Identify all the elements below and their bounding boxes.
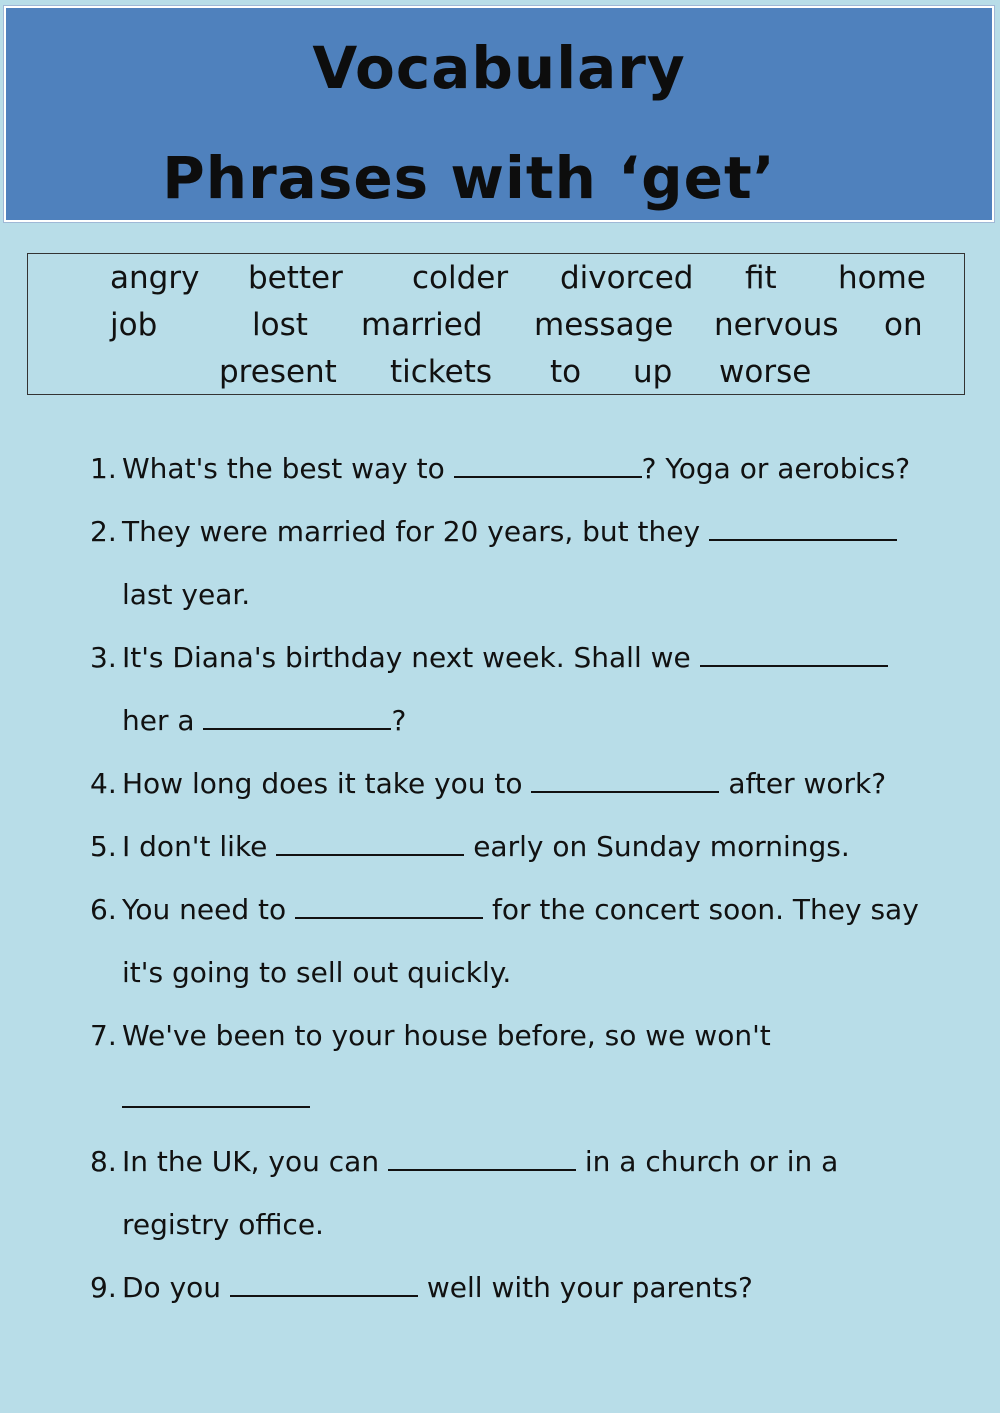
question-2-continued: last year.	[122, 578, 251, 611]
word-tickets: tickets	[390, 354, 493, 390]
question-5	[90, 830, 850, 863]
question-text: for the concert soon. They say	[491, 893, 919, 926]
question-text: It's Diana's birthday next week. Shall we	[122, 641, 691, 674]
word-home: home	[838, 260, 926, 296]
word-bank-row-3	[28, 354, 964, 394]
question-text: early on Sunday mornings.	[473, 830, 850, 863]
question-number: 1.	[90, 452, 117, 485]
word-divorced: divorced	[560, 260, 694, 296]
title-phrases-with-get: Phrases with ‘get’	[162, 144, 776, 212]
question-text: well with your parents?	[426, 1271, 753, 1304]
answer-blank[interactable]	[203, 704, 391, 730]
word-lost: lost	[252, 307, 308, 343]
question-7	[90, 1019, 771, 1052]
word-on: on	[884, 307, 923, 343]
question-text: We've been to your house before, so we won't	[122, 1019, 771, 1052]
question-text: in a church or in a	[584, 1145, 839, 1178]
question-number: 7.	[90, 1019, 117, 1052]
word-better: better	[248, 260, 343, 296]
question-number: 2.	[90, 515, 117, 548]
word-up: up	[633, 354, 673, 390]
question-text: In the UK, you can	[122, 1145, 380, 1178]
question-number: 4.	[90, 767, 117, 800]
word-colder: colder	[412, 260, 509, 296]
question-8	[90, 1145, 838, 1178]
answer-blank[interactable]	[295, 893, 483, 919]
answer-blank[interactable]	[122, 1082, 310, 1108]
question-6	[90, 893, 919, 926]
question-4	[90, 767, 886, 800]
question-3	[90, 641, 888, 674]
question-8-continued: registry office.	[122, 1208, 324, 1241]
question-text: after work?	[728, 767, 887, 800]
question-text: What's the best way to	[122, 452, 445, 485]
answer-blank[interactable]	[230, 1271, 418, 1297]
word-bank-row-1	[28, 260, 964, 300]
question-number: 5.	[90, 830, 117, 863]
answer-blank[interactable]	[700, 641, 888, 667]
answer-blank[interactable]	[709, 515, 897, 541]
question-9	[90, 1271, 753, 1304]
word-message: message	[534, 307, 674, 343]
question-number: 8.	[90, 1145, 117, 1178]
question-text: Do you	[122, 1271, 222, 1304]
word-bank-row-2	[28, 307, 964, 347]
question-2	[90, 515, 897, 548]
answer-blank[interactable]	[531, 767, 719, 793]
question-number: 9.	[90, 1271, 117, 1304]
word-nervous: nervous	[714, 307, 839, 343]
word-fit: fit	[745, 260, 777, 296]
question-text: They were married for 20 years, but they	[122, 515, 701, 548]
question-3-continued	[122, 704, 406, 737]
word-worse: worse	[719, 354, 812, 390]
question-text: her a	[122, 704, 195, 737]
question-number: 3.	[90, 641, 117, 674]
word-angry: angry	[110, 260, 200, 296]
word-present: present	[219, 354, 337, 390]
word-to: to	[550, 354, 582, 390]
title-banner	[4, 6, 994, 222]
answer-blank[interactable]	[388, 1145, 576, 1171]
word-bank	[27, 253, 965, 395]
question-6-continued: it's going to sell out quickly.	[122, 956, 512, 989]
question-text: You need to	[122, 893, 287, 926]
word-married: married	[361, 307, 483, 343]
question-1	[90, 452, 910, 485]
title-vocabulary: Vocabulary	[312, 34, 686, 102]
question-text: I don't like	[122, 830, 268, 863]
answer-blank[interactable]	[276, 830, 464, 856]
question-text: ?	[391, 704, 407, 737]
question-number: 6.	[90, 893, 117, 926]
question-text: ? Yoga or aerobics?	[641, 452, 911, 485]
word-job: job	[110, 307, 158, 343]
question-7-continued	[122, 1082, 310, 1115]
question-text: How long does it take you to	[122, 767, 523, 800]
answer-blank[interactable]	[454, 452, 642, 478]
